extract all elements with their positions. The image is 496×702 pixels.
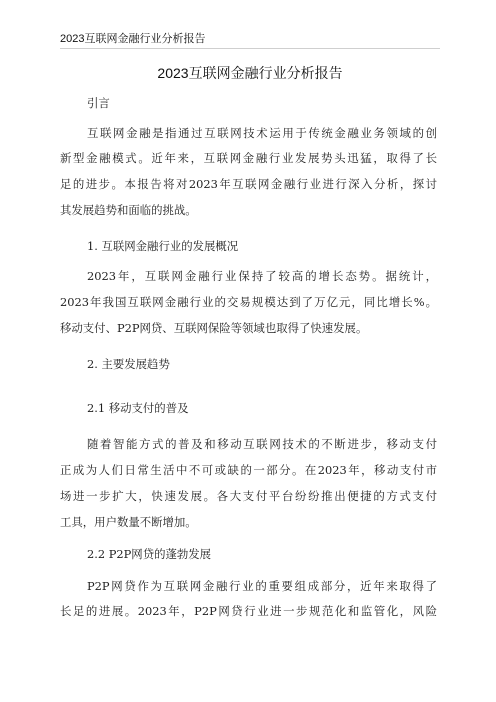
running-header: 2023互联网金融行业分析报告 (60, 33, 206, 45)
section-2-heading: 2. 主要发展趋势 (87, 357, 170, 371)
section-2-1-paragraph-line: 场进一步扩大，快速发展。各大支付平台纷纷推出便捷的方式支付 (60, 489, 437, 503)
section-1-paragraph-line: 2023年，互联网金融行业保持了较高的增长态势。据统计， (87, 269, 437, 283)
section-1-paragraph-line: 2023年我国互联网金融行业的交易规模达到了万亿元，同比增长%。 (60, 295, 437, 309)
intro-paragraph-line: 其发展趋势和面临的挑战。 (60, 203, 197, 217)
section-2-1-heading: 2.1 移动支付的普及 (87, 401, 189, 415)
document-title: 2023互联网金融行业分析报告 (157, 65, 343, 81)
section-1-paragraph-line: 移动支付、P2P网贷、互联网保险等领域也取得了快速发展。 (60, 321, 368, 335)
section-2-1-paragraph-line: 随着智能方式的普及和移动互联网技术的不断进步，移动支付 (87, 437, 437, 451)
header-divider (60, 48, 440, 49)
section-1-heading: 1. 互联网金融行业的发展概况 (87, 239, 239, 253)
intro-paragraph-line: 互联网金融是指通过互联网技术运用于传统金融业务领域的创 (87, 126, 437, 140)
intro-paragraph-line: 足的进步。本报告将对2023年互联网金融行业进行深入分析，探讨 (60, 177, 437, 191)
section-2-1-paragraph-line: 工具，用户数量不断增加。 (60, 515, 197, 529)
section-2-1-paragraph-line: 正成为人们日常生活中不可或缺的一部分。在2023年，移动支付市 (60, 463, 437, 477)
section-2-2-paragraph-line: 长足的进展。2023年，P2P网贷行业进一步规范化和监管化，风险 (60, 604, 437, 618)
intro-paragraph-line: 新型金融模式。近年来，互联网金融行业发展势头迅猛，取得了长 (60, 151, 437, 165)
section-2-2-heading: 2.2 P2P网贷的蓬勃发展 (87, 547, 212, 561)
intro-heading: 引言 (87, 96, 110, 110)
section-2-2-paragraph-line: P2P网贷作为互联网金融行业的重要组成部分，近年来取得了 (87, 579, 437, 593)
